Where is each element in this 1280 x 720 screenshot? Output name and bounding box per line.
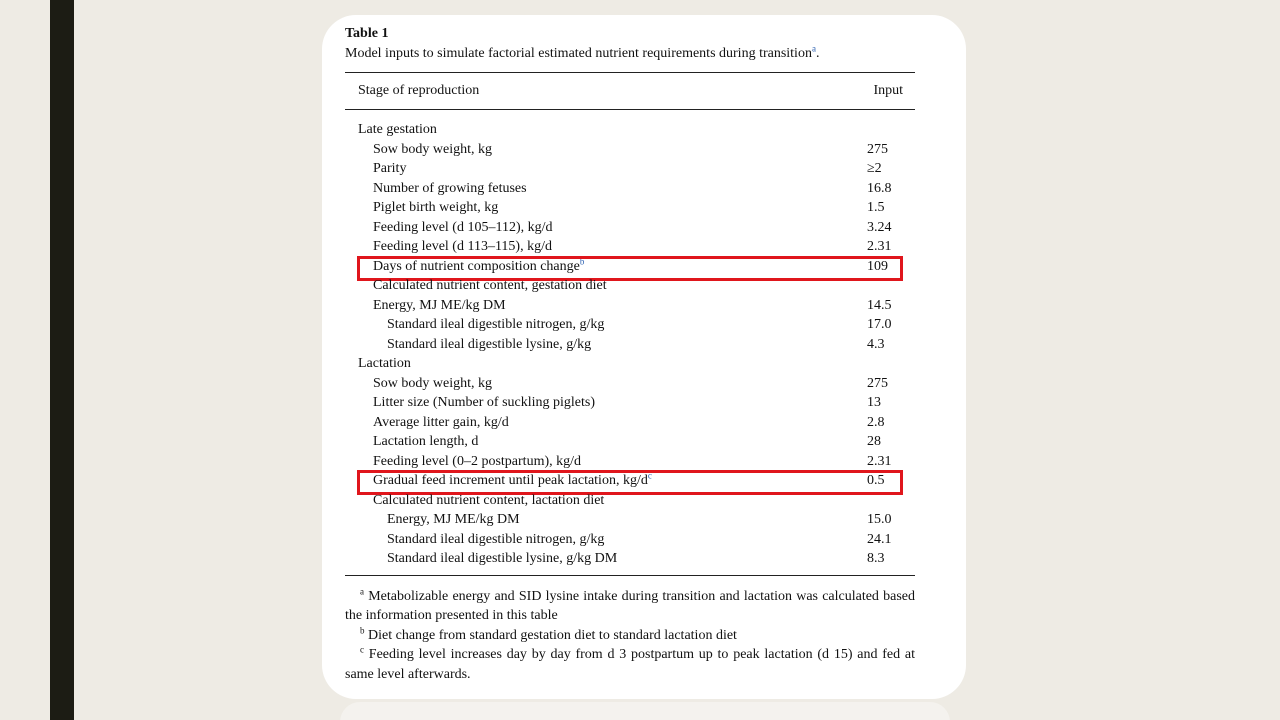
row-footnote-mark: c — [647, 470, 652, 481]
footnote — [345, 645, 915, 684]
table-row — [345, 159, 917, 179]
table-row — [345, 315, 917, 335]
slide-accent-bar — [50, 0, 74, 720]
row-label: Late gestation — [358, 122, 437, 137]
table-row — [345, 549, 917, 569]
section-row — [345, 354, 917, 374]
footnote — [345, 587, 915, 626]
table-label: Table 1 — [345, 26, 389, 41]
footnote-mark: a — [360, 585, 364, 596]
table-row — [345, 179, 917, 199]
footnote-mark: b — [360, 624, 365, 635]
table-card — [322, 15, 966, 699]
row-value: 8.3 — [867, 551, 885, 566]
row-value: 3.24 — [867, 219, 892, 235]
row-label — [373, 257, 584, 276]
row-label: Feeding level (d 113–115), kg/d — [373, 239, 552, 254]
table-row — [345, 491, 917, 511]
table-row — [345, 218, 917, 238]
row-label: Parity — [373, 161, 407, 176]
row-label: Energy, MJ ME/kg DM — [387, 512, 520, 527]
footnote-text: Metabolizable energy and SID lysine intake during transition and lactation was calculated based the information presented in this table — [345, 588, 915, 623]
caption-end: . — [815, 46, 820, 61]
row-value: ≥2 — [867, 161, 882, 176]
table-header — [345, 73, 917, 109]
table-row — [345, 530, 917, 550]
table-row — [345, 393, 917, 413]
caption-text: Model inputs to simulate factorial estimated nutrient requirements during transition — [345, 46, 812, 61]
caption-footnote-mark: a — [811, 43, 816, 54]
section-row — [345, 120, 917, 140]
row-value: 13 — [867, 395, 881, 410]
row-label: Feeding level (0–2 postpartum), kg/d — [373, 453, 582, 469]
row-value: 14.5 — [867, 297, 892, 313]
footnote — [345, 626, 915, 646]
row-footnote-mark: b — [579, 255, 585, 266]
footnote-text: Feeding level increases day by day from d 3 postpartum up to peak lactation (d 15) and fed at same level afterwards. — [345, 647, 915, 682]
table-content — [345, 25, 917, 684]
row-value: 24.1 — [867, 531, 892, 547]
row-value: 275 — [867, 141, 888, 157]
table-row — [345, 198, 917, 218]
header-input: Input — [873, 83, 903, 98]
row-label: Lactation length, d — [373, 434, 479, 449]
row-label: Calculated nutrient content, gestation diet — [373, 278, 607, 293]
row-label: Litter size (Number of suckling piglets) — [373, 395, 595, 410]
table-row — [345, 374, 917, 394]
row-value: 275 — [867, 375, 888, 391]
row-value: 4.3 — [867, 336, 885, 352]
row-label: Lactation — [358, 356, 411, 371]
row-label: Standard ileal digestible nitrogen, g/kg — [387, 317, 605, 332]
row-label — [373, 471, 652, 490]
row-label: Sow body weight, kg — [373, 375, 492, 391]
table-caption — [345, 43, 917, 65]
row-value: 109 — [867, 258, 888, 274]
row-value: 0.5 — [867, 473, 885, 488]
row-value: 15.0 — [867, 512, 892, 527]
row-value: 28 — [867, 434, 881, 449]
row-label: Average litter gain, kg/d — [373, 414, 509, 430]
footnotes — [345, 576, 915, 685]
row-value: 2.31 — [867, 239, 892, 254]
row-label: Piglet birth weight, kg — [373, 200, 499, 215]
table-body — [345, 110, 917, 575]
table-row — [345, 237, 917, 257]
row-label: Standard ileal digestible lysine, g/kg DM — [387, 551, 618, 566]
table-row — [345, 471, 917, 491]
table-row — [345, 335, 917, 355]
table-row — [345, 432, 917, 452]
row-value: 1.5 — [867, 200, 885, 215]
row-label: Standard ileal digestible nitrogen, g/kg — [387, 531, 605, 547]
table-row — [345, 413, 917, 433]
row-label: Calculated nutrient content, lactation diet — [373, 492, 605, 508]
footnote-mark: c — [360, 644, 364, 655]
row-label: Sow body weight, kg — [373, 141, 492, 157]
table-row — [345, 276, 917, 296]
table-row — [345, 510, 917, 530]
table-row — [345, 296, 917, 316]
header-stage: Stage of reproduction — [358, 83, 480, 98]
row-label: Number of growing fetuses — [373, 180, 527, 196]
row-value: 16.8 — [867, 180, 892, 196]
next-slide-edge — [340, 702, 950, 720]
row-label: Standard ileal digestible lysine, g/kg — [387, 336, 592, 352]
table-row — [345, 140, 917, 160]
row-value: 17.0 — [867, 317, 892, 332]
row-value: 2.8 — [867, 414, 885, 430]
footnote-text: Diet change from standard gestation diet to standard lactation diet — [368, 627, 737, 643]
table-row — [345, 257, 917, 277]
row-value: 2.31 — [867, 453, 892, 469]
row-label: Energy, MJ ME/kg DM — [373, 297, 506, 313]
row-label: Feeding level (d 105–112), kg/d — [373, 219, 553, 235]
row-label-text: Gradual feed increment until peak lactation, kg/d — [373, 473, 648, 488]
table-row — [345, 452, 917, 472]
row-label-text: Days of nutrient composition change — [373, 258, 580, 274]
